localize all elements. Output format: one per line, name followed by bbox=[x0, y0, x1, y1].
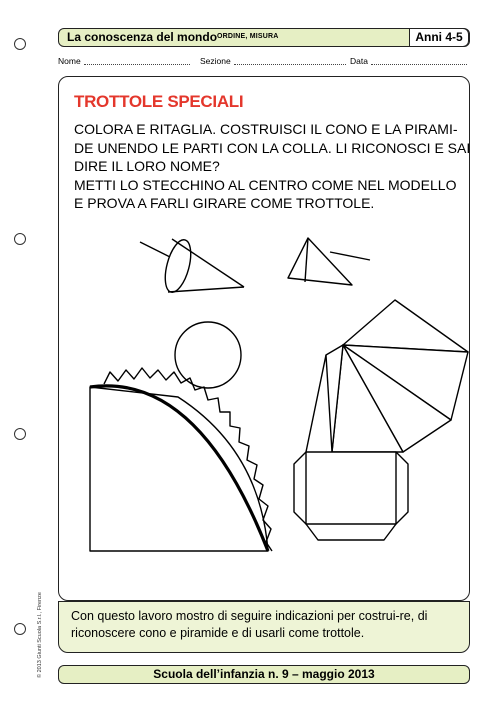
activity-heading: TROTTOLE SPECIALI bbox=[74, 92, 244, 111]
date-field[interactable] bbox=[350, 56, 368, 66]
binder-hole bbox=[14, 38, 26, 50]
cutout-drawing bbox=[58, 220, 470, 560]
name-field[interactable] bbox=[58, 56, 81, 66]
copyright-notice: © 2013 Giunti Scuola S.r.l., Firenze bbox=[37, 592, 43, 678]
circle-base-shape bbox=[175, 322, 241, 388]
header-subtitle: ORDINE, MISURA bbox=[217, 33, 279, 40]
pyramid-net-shape bbox=[294, 300, 468, 540]
instruction-line: METTI LO STECCHINO AL CENTRO COME NEL MODELLO bbox=[74, 176, 457, 193]
activity-instructions bbox=[74, 120, 471, 213]
page-header bbox=[58, 28, 470, 47]
instruction-line: DIRE IL LORO NOME? bbox=[74, 158, 220, 174]
learning-outcome-box bbox=[58, 601, 470, 653]
pyramid-model-drawing bbox=[288, 238, 370, 285]
binder-hole bbox=[14, 428, 26, 440]
binder-hole bbox=[14, 233, 26, 245]
cone-model-drawing bbox=[140, 237, 244, 295]
header-title: La conoscenza del mondo bbox=[67, 30, 218, 44]
binder-hole bbox=[14, 623, 26, 635]
instruction-line: DE UNENDO LE PARTI CON LA COLLA. LI RICONOSCI E SAI bbox=[74, 139, 471, 156]
date-label: Data bbox=[350, 56, 368, 66]
learning-outcome-text: Con questo lavoro mostro di seguire indicazioni per costrui-re, di riconoscere cono e piramide e di usarli come trottole. bbox=[71, 609, 428, 640]
instruction-line: E PROVA A FARLI GIRARE COME TROTTOLE. bbox=[74, 195, 375, 211]
section-field[interactable] bbox=[200, 56, 231, 66]
issue-footer: Scuola dell’infanzia n. 9 – maggio 2013 bbox=[58, 665, 470, 684]
instruction-line: COLORA E RITAGLIA. COSTRUISCI IL CONO E LA PIRAMI- bbox=[74, 121, 458, 137]
student-fields bbox=[58, 56, 470, 68]
age-badge: Anni 4-5 bbox=[409, 28, 469, 47]
section-label: Sezione bbox=[200, 56, 231, 66]
cone-net-shape bbox=[90, 368, 272, 551]
name-label: Nome bbox=[58, 56, 81, 66]
